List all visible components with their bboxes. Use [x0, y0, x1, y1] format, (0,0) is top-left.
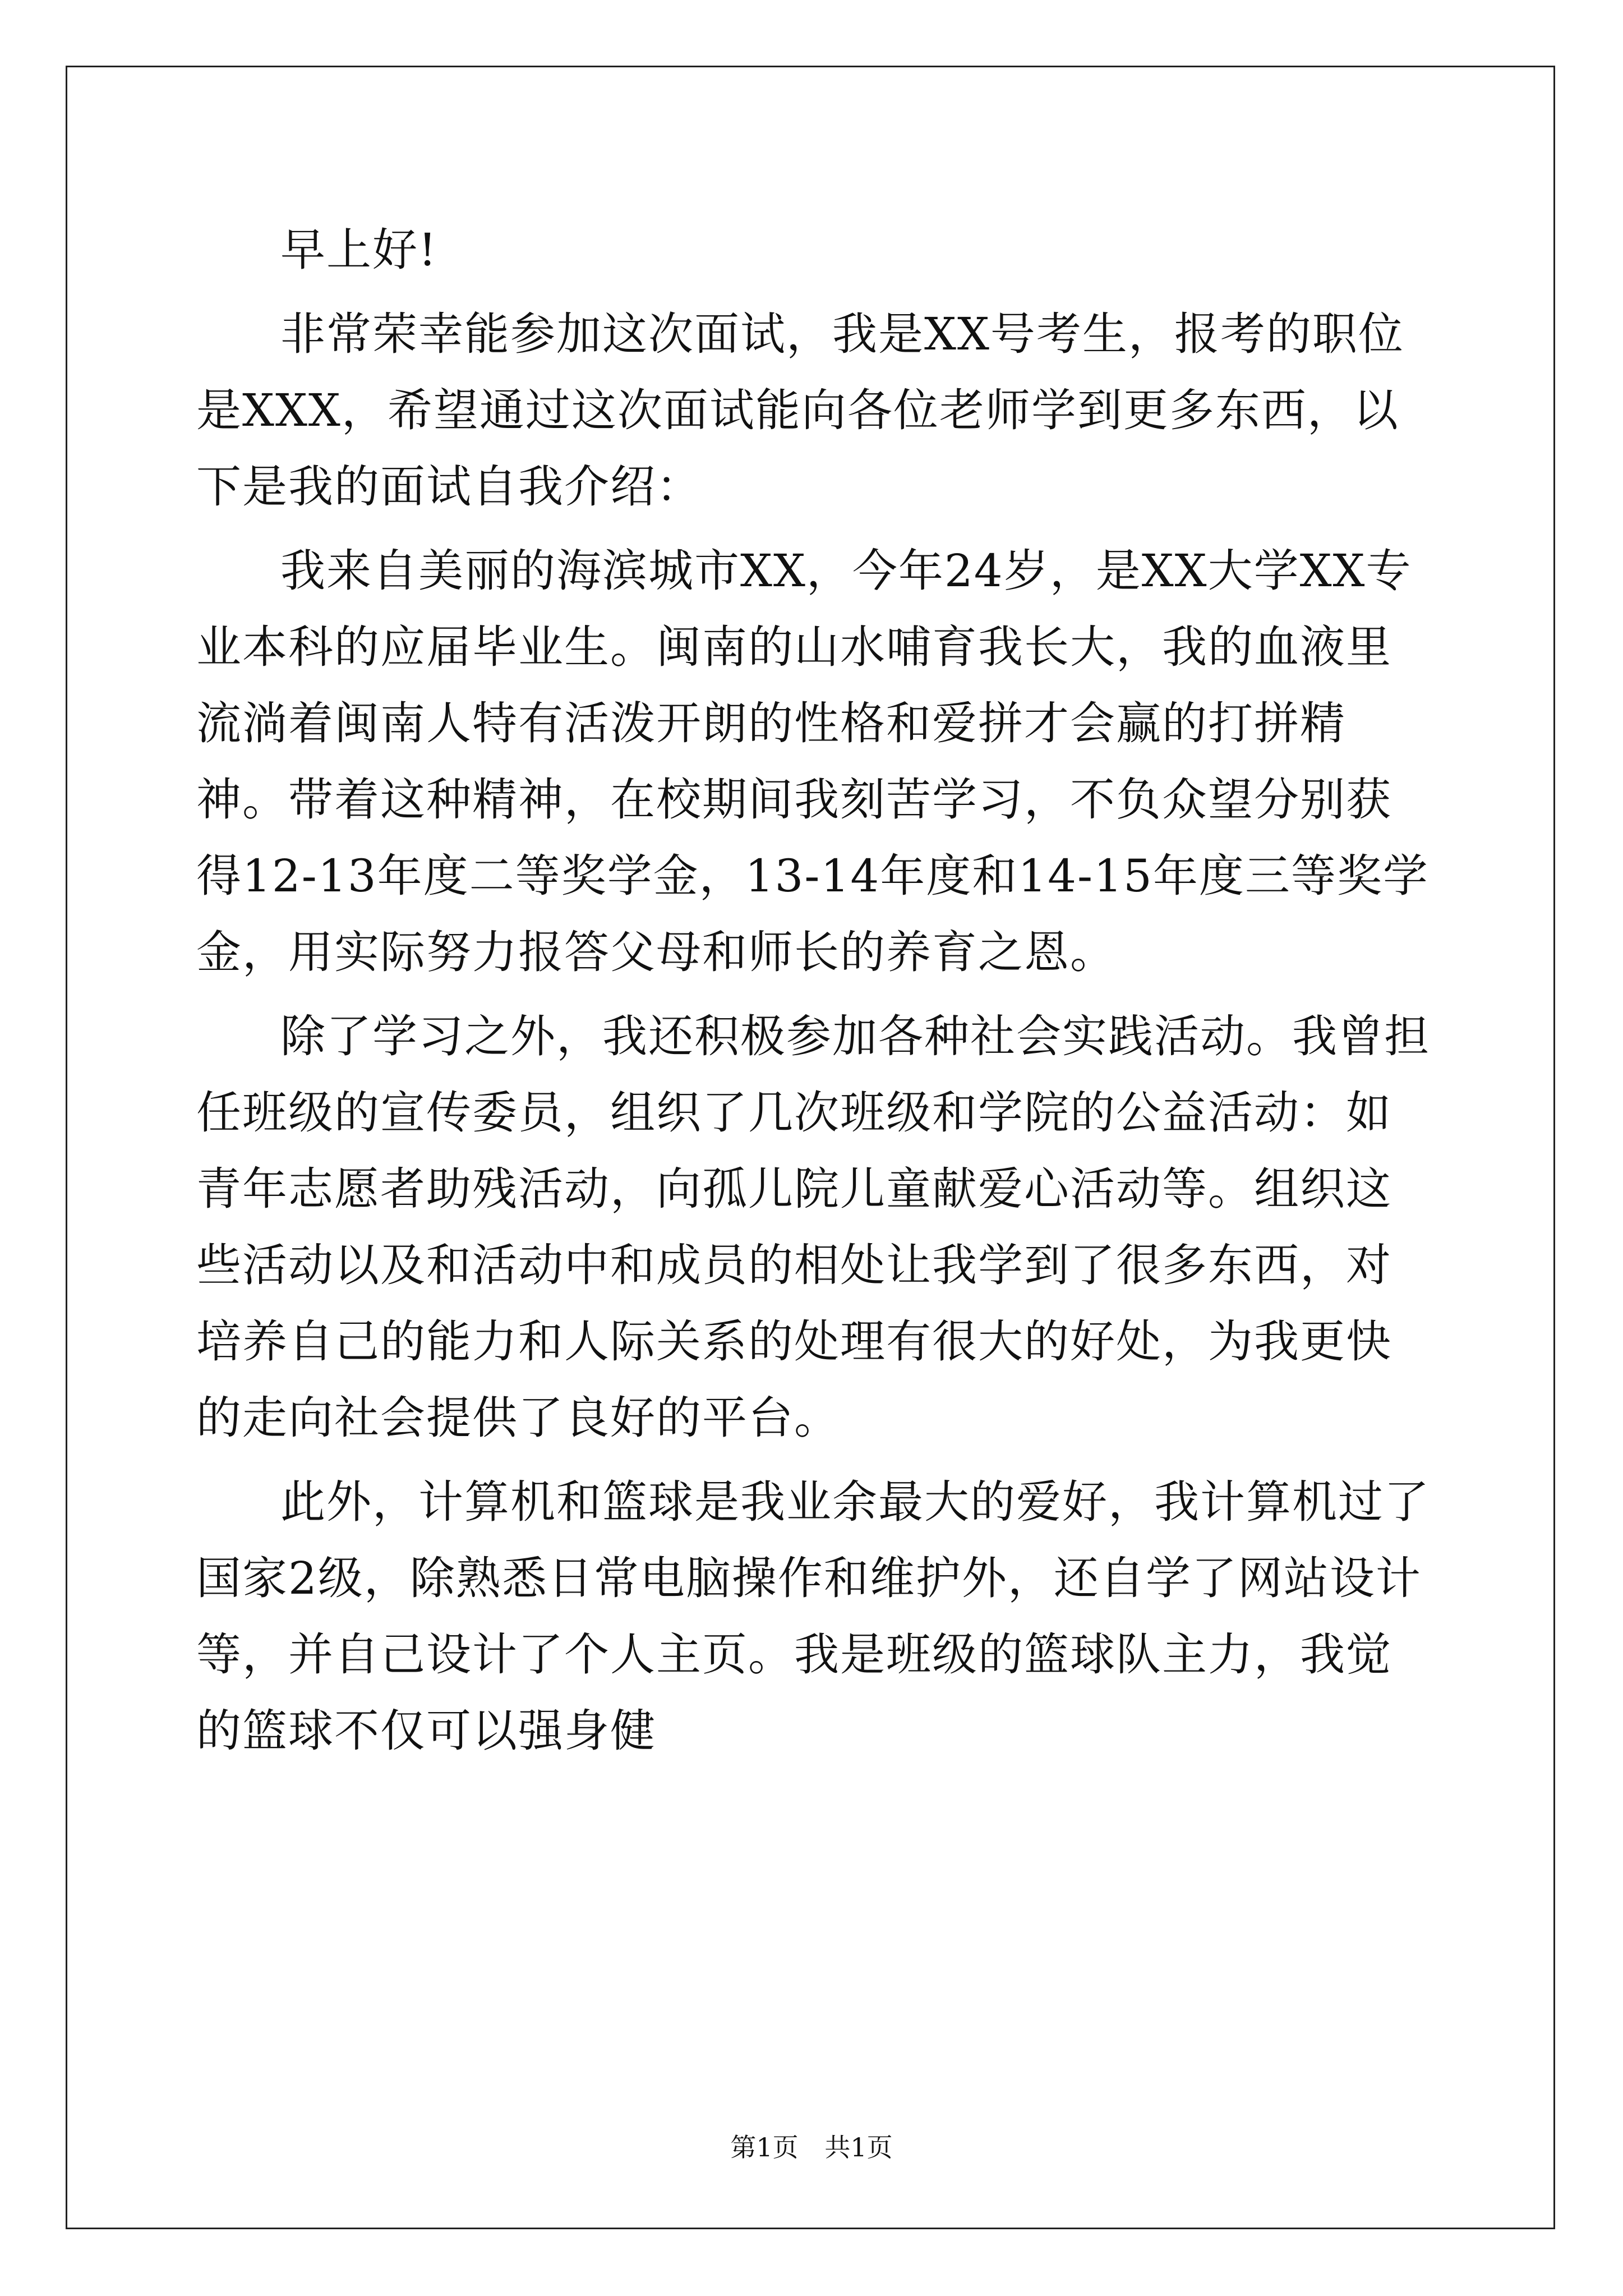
- page-total: 共1页: [824, 2132, 893, 2162]
- paragraph-introduction: 非常荣幸能参加这次面试，我是XX号考生，报考的职位是XXX，希望通过这次面试能向各位老师学到更多东西，以下是我的面试自我介绍：: [196, 308, 1404, 513]
- greeting-paragraph: 早上好!: [280, 224, 438, 276]
- paragraph-background: 我来自美丽的海滨城市XX，今年24岁，是XX大学XX专业本科的应届毕业生。闽南的山水哺育我长大，我的血液里流淌着闽南人特有活泼开朗的性格和爱拼才会赢的打拼精神。带着这种精神，在校期间我刻苦学习，不负众望分别获得12-13年度二等奖学金，13-14年度和14-15年度三等奖学金，用实际努力报答父母和师长的养育之恩。: [196, 545, 1429, 978]
- page-number: 第1页: [730, 2132, 799, 2162]
- document-body: [196, 212, 1436, 1769]
- paragraph-activities: 除了学习之外，我还积极参加各种社会实践活动。我曾担任班级的宣传委员，组织了几次班级和学院的公益活动：如青年志愿者助残活动，向孤儿院儿童献爱心活动等。组织这些活动以及和活动中和成员的相处让我学到了很多东西，对培养自己的能力和人际关系的处理有很大的好处，为我更快的走向社会提供了良好的平台。: [196, 1010, 1430, 1444]
- page-footer: [0, 2131, 1623, 2164]
- paragraph-hobbies: 此外，计算机和篮球是我业余最大的爱好，我计算机过了国家2级，除熟悉日常电脑操作和维护外，还自学了网站设计等，并自己设计了个人主页。我是班级的篮球队主力，我觉的篮球不仅可以强身健: [196, 1476, 1430, 1757]
